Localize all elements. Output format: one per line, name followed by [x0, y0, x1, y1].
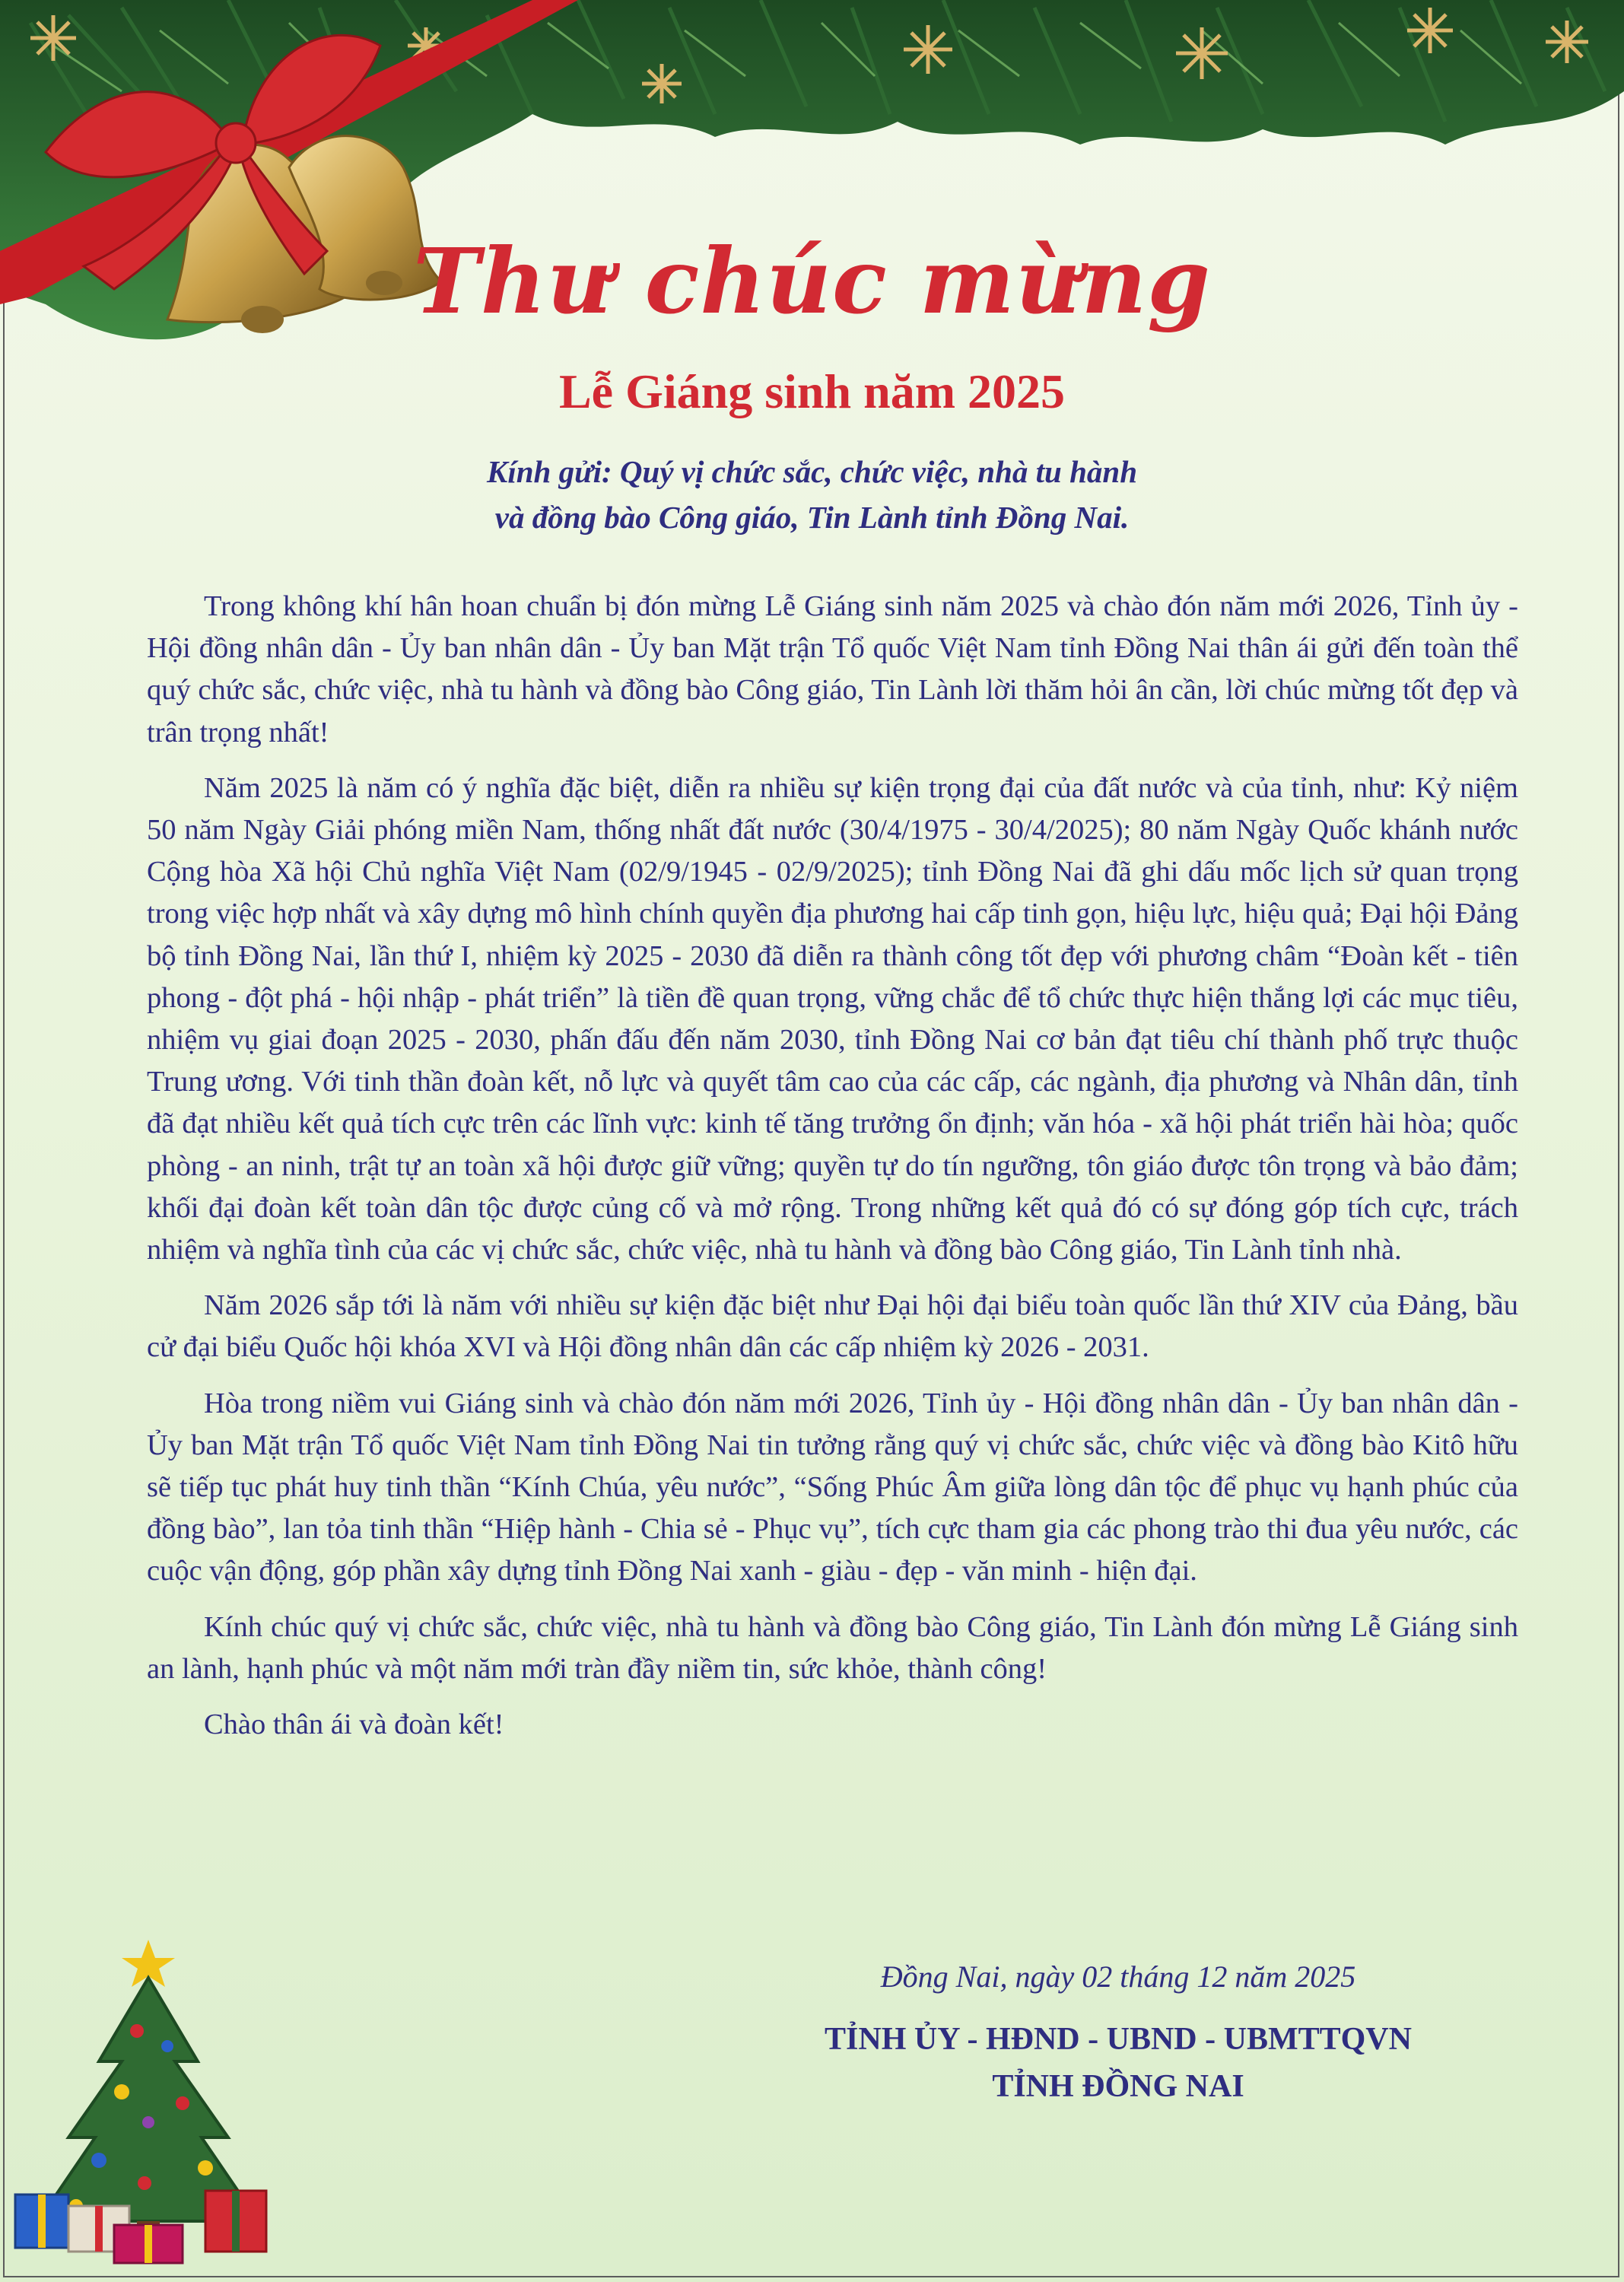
letter-title-script: Thư chúc mừng — [413, 228, 1211, 334]
signature-date: Đồng Nai, ngày 02 tháng 12 năm 2025 — [880, 1959, 1356, 1994]
closing-line: Chào thân ái và đoàn kết! — [204, 1708, 504, 1741]
letter-greeting — [0, 449, 1624, 540]
letter-body — [147, 586, 1518, 1759]
letter-title-subtitle: Lễ Giáng sinh năm 2025 — [558, 364, 1066, 418]
christmas-tree-icon — [8, 1932, 297, 2271]
greeting-line-1: Kính gửi: Quý vị chức sắc, chức việc, nhà tu hành — [486, 454, 1137, 489]
greeting-line-2: và đồng bào Công giáo, Tin Lành tỉnh Đồng Nai. — [494, 500, 1130, 535]
body-paragraph: Năm 2026 sắp tới là năm với nhiều sự kiện đặc biệt như Đại hội đại biểu toàn quốc lần thứ XIV của Đảng, bầu cử đại biểu Quốc hội khóa XVI và Hội đồng nhân dân các cấp nhiệm kỳ 2026 - 2031. — [147, 1289, 1518, 1364]
body-paragraph: Năm 2025 là năm có ý nghĩa đặc biệt, diễn ra nhiều sự kiện trọng đại của đất nước và của tỉnh, như: Kỷ niệm 50 năm Ngày Giải phóng miền Nam, thống nhất đất nước (30/4/1975 - 30/4/2025); 80 năm Ngày Quốc khánh nước Cộng hòa Xã hội Chủ nghĩa Việt Nam (02/9/1945 - 02/9/2025); tỉnh Đồng Nai đã ghi dấu mốc lịch sử quan trọng trong việc hợp nhất và xây dựng mô hình chính quyền địa phương hai cấp tinh gọn, hiệu lực, hiệu quả; Đại hội Đảng bộ tỉnh Đồng Nai, lần thứ I, nhiệm kỳ 2025 - 2030 đã diễn ra thành công tốt đẹp với phương châm “Đoàn kết - tiên phong - đột phá - hội nhập - phát triển” là tiền đề quan trọng, vững chắc để tổ chức thực hiện thắng lợi các mục tiêu, nhiệm vụ giai đoạn 2025 - 2030, phấn đấu đến năm 2030, tỉnh Đồng Nai cơ bản đạt tiêu chí thành phố trực thuộc Trung ương. Với tinh thần đoàn kết, nỗ lực và quyết tâm cao của các cấp, các ngành, địa phương và Nhân dân, tỉnh đã đạt nhiều kết quả tích cực trên các lĩnh vực: kinh tế tăng trưởng ổn định; văn hóa - xã hội phát triển hài hòa; quốc phòng - an ninh, trật tự an toàn xã hội được giữ vững; quyền tự do tín ngưỡng, tôn giáo được tôn trọng và bảo đảm; khối đại đoàn kết toàn dân tộc được củng cố và mở rộng. Trong những kết quả đó có sự đóng góp tích cực, trách nhiệm và nghĩa tình của các vị chức sắc, chức việc, nhà tu hành và đồng bào Công giáo, Tin Lành tỉnh nhà. — [147, 771, 1518, 1267]
body-paragraph: Trong không khí hân hoan chuẩn bị đón mừng Lễ Giáng sinh năm 2025 và chào đón năm mới 2026, Tỉnh ủy - Hội đồng nhân dân - Ủy ban nhân dân - Ủy ban Mặt trận Tổ quốc Việt Nam tỉnh Đồng Nai thân ái gửi đến toàn thể quý chức sắc, chức việc, nhà tu hành và đồng bào Công giáo, Tin Lành lời thăm hỏi ân cần, lời chúc mừng tốt đẹp và trân trọng nhất! — [147, 590, 1518, 748]
signature-org-line-2: TỈNH ĐỒNG NAI — [992, 2069, 1244, 2104]
signature-org-line-1: TỈNH ỦY - HĐND - UBND - UBMTTQVN — [825, 2022, 1412, 2057]
body-paragraph: Kính chúc quý vị chức sắc, chức việc, nhà tu hành và đồng bào Công giáo, Tin Lành đón mừng Lễ Giáng sinh an lành, hạnh phúc và một năm mới tràn đầy niềm tin, sức khỏe, thành công! — [147, 1610, 1518, 1685]
body-paragraph: Hòa trong niềm vui Giáng sinh và chào đón năm mới 2026, Tỉnh ủy - Hội đồng nhân dân - Ủy ban nhân dân - Ủy ban Mặt trận Tổ quốc Việt Nam tỉnh Đồng Nai tin tưởng rằng quý vị chức sắc, chức việc và đồng bào Kitô hữu sẽ tiếp tục phát huy tinh thần “Kính Chúa, yêu nước”, “Sống Phúc Âm giữa lòng dân tộc để phục vụ hạnh phúc của đồng bào”, lan tỏa tinh thần “Hiệp hành - Chia sẻ - Phục vụ”, tích cực tham gia các phong trào thi đua yêu nước, các cuộc vận động, góp phần xây dựng tỉnh Đồng Nai xanh - giàu - đẹp - văn minh - hiện đại. — [147, 1387, 1518, 1588]
signature-organization — [730, 2016, 1506, 2110]
